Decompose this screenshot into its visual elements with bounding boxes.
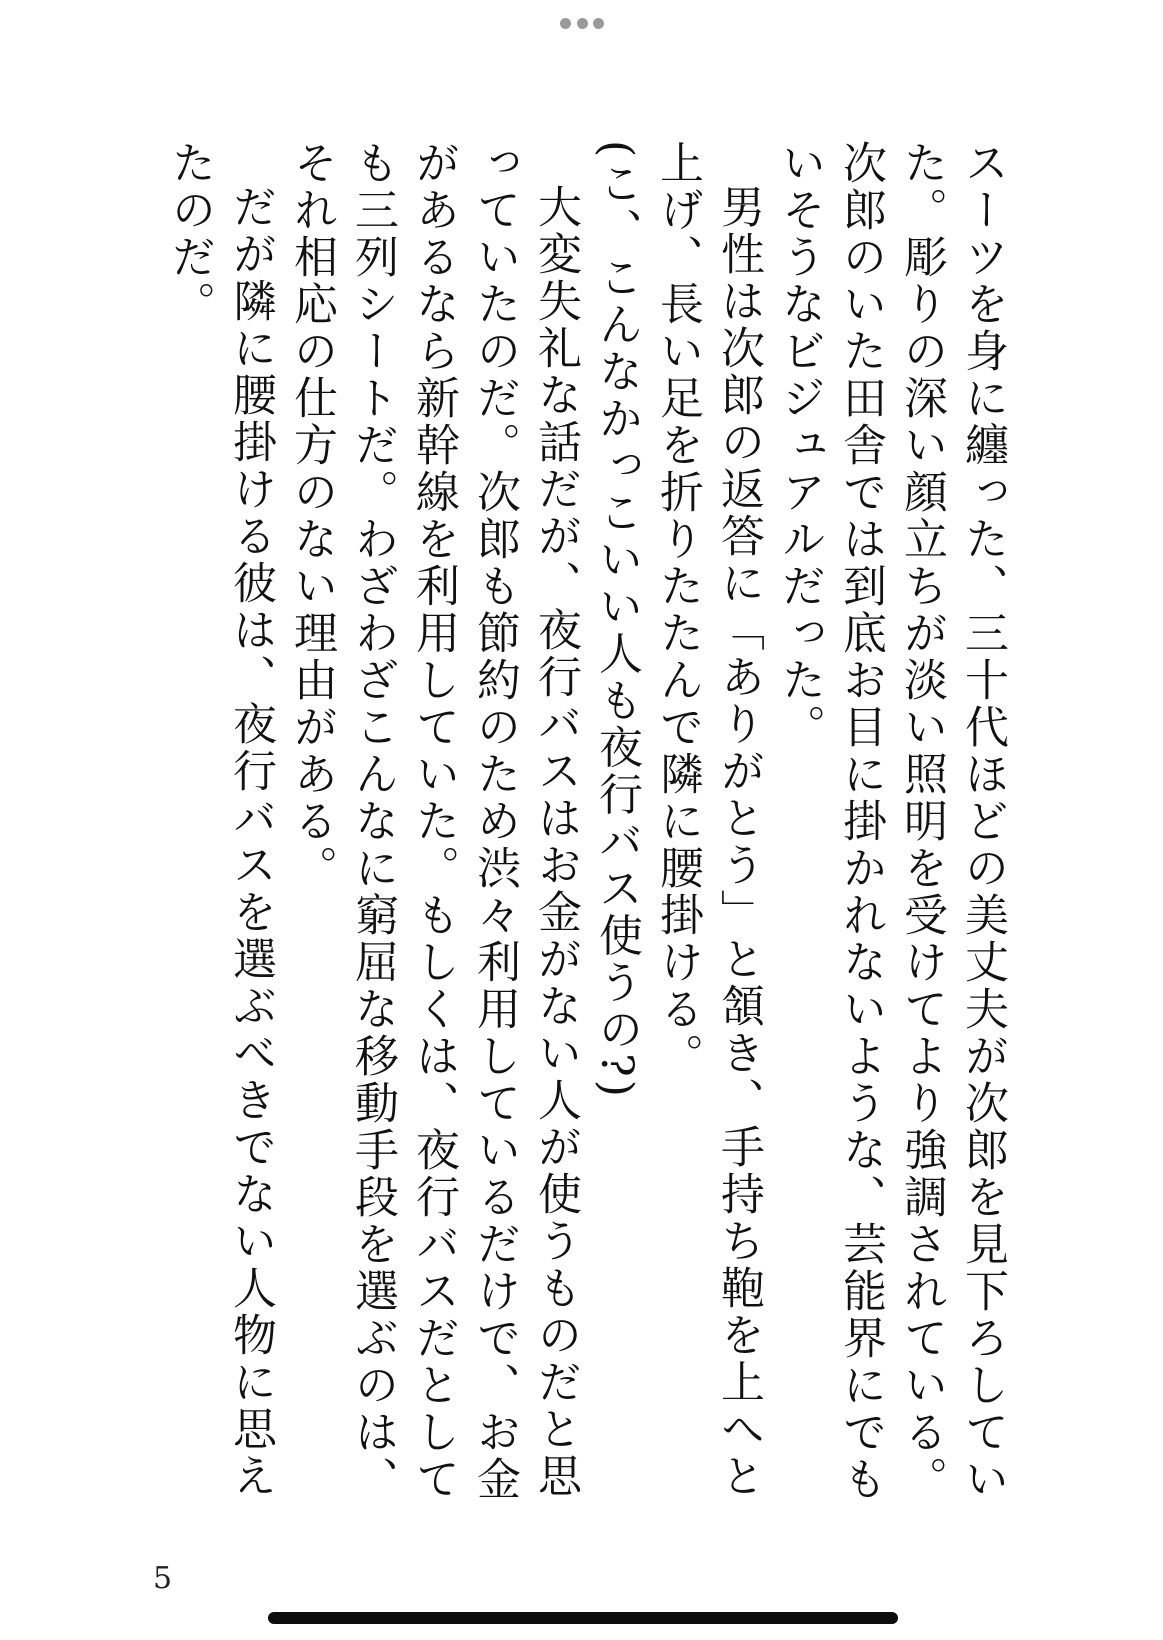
menu-dot [593, 18, 604, 29]
menu-dot [577, 18, 588, 29]
paragraph: (こ、こんなかっこいい人も夜行バス使うの?) [591, 140, 642, 1100]
menu-dot [560, 18, 571, 29]
paragraph: 大変失礼な話だが、夜行バスはお金がない人が使うものだと思っていたのだ。次郎も節約のため渋々利用しているだけで、お金があるなら新幹線を利用していた。もしくは、夜行バスだとしても三列シートだ。わざわざこんなに窮屈な移動手段を選ぶのは、それ相応の仕方のない理由がある。 [286, 140, 581, 1503]
home-indicator[interactable] [268, 1612, 898, 1624]
reader-page-text[interactable] [123, 140, 1013, 1530]
paragraph: 男性は次郎の返答に「ありがとう」と頷き、手持ち鞄を上へと上げ、長い足を折りたたんで隣に腰掛ける。 [652, 140, 764, 1500]
more-options-icon[interactable] [560, 16, 604, 30]
paragraph: スーツを身に纏った、三十代ほどの美丈夫が次郎を見下ろしていた。彫りの深い顔立ちが淡い照明を受けてより強調されている。次郎のいた田舎では到底お目に掛かれないような、芸能界にでもいそうなビジュアルだった。 [774, 140, 1008, 1503]
paragraph: だが隣に腰掛ける彼は、夜行バスを選ぶべきでない人物に思えたのだ。 [164, 140, 276, 1500]
page-number: 5 [153, 1561, 173, 1596]
